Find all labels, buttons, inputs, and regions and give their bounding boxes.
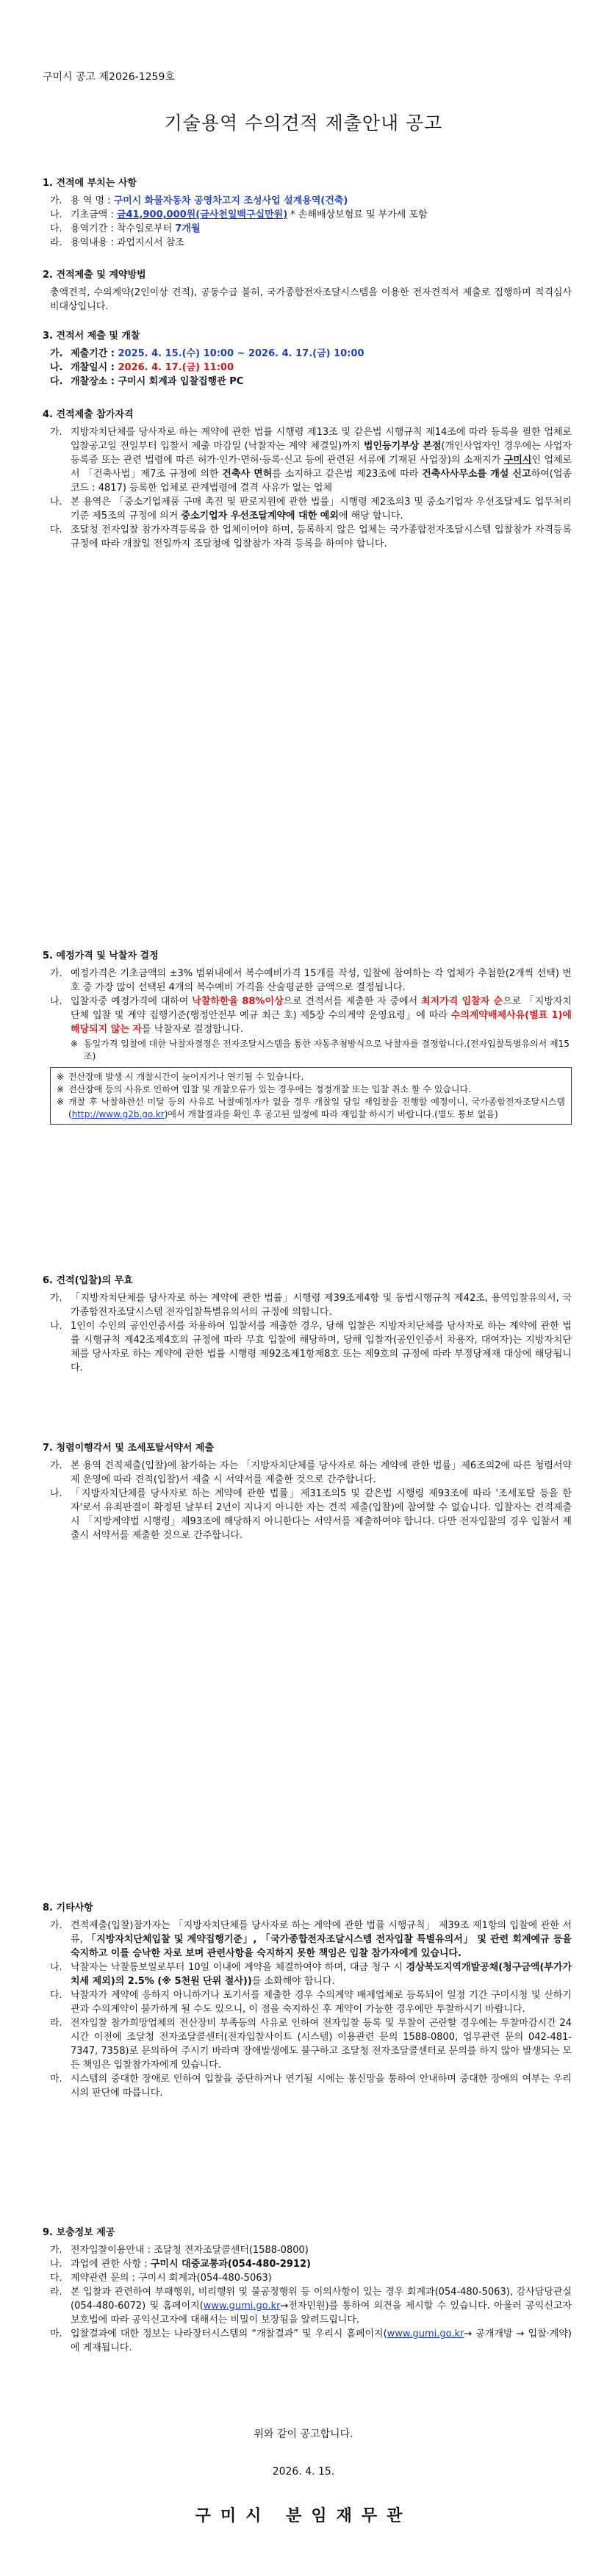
section-heading: 1. 견적에 부치는 사항: [43, 178, 137, 189]
item-text: 전자입찰 참가희망업체의 전산장비 부족등의 사유로 인하여 전자입찰 등록 및 투찰이 곤란할 경우에는 투찰마감시간 24시간 이전에 조달청 전자조달콜센터(전자입찰사이트 (시스템) 이용관련 문의 1588-0800, 업무관련 문의 042-481-7347, 7358)로 문의하여 주시기 바라며 장애발생에도 불구하고 조달청 전자조달콜센터로 문의를 하지 않아 발생되는 모든 책임은 입찰참가자에게 있습니다.: [71, 2018, 572, 2071]
item-text: 으로 「지방자치단체 입찰 및 계약 집행기준(행정안전부 예규 최근 호) 제5장 수의계약 운영요령」에 따라: [71, 996, 572, 1021]
item-marker: 나.: [50, 1488, 62, 1499]
item-marker: 가.: [50, 348, 63, 359]
list-item: [57, 1071, 565, 1083]
list-item: [43, 967, 572, 995]
item-marker: ※: [57, 1072, 65, 1082]
closing-statement: 위와 같이 공고합니다.: [254, 2428, 353, 2440]
item-marker: 나.: [50, 996, 62, 1007]
emphasis: 구미시: [503, 455, 532, 466]
item-text: 하여(업종코드 : 4817) 등록한 업체로 관계법령에 결격 사유가 없는 업체: [71, 469, 572, 494]
item-text: 「지방자치단체를 당사자로 하는 계약에 관한 법률」시행령 제39조제4항 및 동법시행규칙 제42조, 용역입찰유의서, 국가종합전자조달시스템 전자입찰특별유의서의 규정에 의합니다.: [71, 1293, 572, 1318]
item-marker: 다.: [50, 524, 62, 535]
g2b-link[interactable]: http://www.g2b.go.kr: [71, 1109, 165, 1119]
item-marker: 나.: [50, 1962, 62, 1973]
item-marker: 나.: [50, 2259, 62, 2270]
section-heading: 9. 보충정보 제공: [43, 2227, 115, 2238]
item-label: 용역기간 : 착수일로부터: [71, 223, 176, 234]
item-text: 1인이 수인의 공인인증서를 차용하여 입찰서를 제출한 경우, 당해 입찰은 지방자치단체를 당사자로 하는 계약에 관한 법률 시행규칙 제42조제4호의 규정에 따라 무효 입찰에 해당하며, 당해 입찰자(공인인증서 차용자, 대여자)는 지방자치단체를 당사자로 하는 계약에 관한 법률 시행령 제92조제1항제8호 또는 제9호의 규정에 따라 부정당제재 대상에 해당됩니다.: [71, 1321, 572, 1374]
list-item: [43, 1291, 572, 1319]
emphasis: 최저가격 입찰자 순: [421, 996, 503, 1007]
list-item: [43, 1319, 572, 1375]
list-item: [43, 495, 572, 523]
list-item: [43, 2257, 572, 2271]
list-item: [43, 347, 572, 361]
section-3: [43, 329, 572, 389]
list-item: [43, 2016, 572, 2072]
section-1: [43, 176, 572, 250]
list-item: [43, 1459, 572, 1487]
list-item: [43, 1487, 572, 1543]
item-marker: ※: [57, 1084, 65, 1094]
item-marker: 나.: [50, 1321, 62, 1332]
item-marker: 다.: [50, 2273, 62, 2284]
opening-datetime: 2026. 4. 17.(금) 11:00: [118, 362, 234, 373]
item-text: 를 낙찰자로 결정합니다.: [141, 1024, 243, 1035]
project-name: 구미시 화물자동차 공영차고지 조성사업 설계용역(건축): [113, 195, 348, 206]
item-text: 를 소지하고 같은법 제23조에 따라: [272, 469, 423, 480]
list-item: [43, 236, 572, 250]
item-marker: 가.: [50, 427, 62, 438]
section-8: [43, 1901, 572, 2100]
item-text: * 손해배상보험료 및 부가세 포함: [287, 209, 428, 220]
emphasis: 「지방자치단체입찰 및 계약집행기준」, 「국가종합전자조달시스템 전자입찰 특별유의서」 및 관련 회계예규 등을 숙지하고 이를 승낙한 자로 보며 관련사항을 숙지하지 못한 책임은 입찰 참가자에게 있습니다.: [71, 1934, 572, 1959]
paragraph: 총액견적, 수의계약(2인이상 견적), 공동수급 불허, 국가종합전자조달시스템을 이용한 전자견적서 제출로 집행하며 적격심사 비대상입니다.: [50, 287, 572, 312]
item-text: )에서 개찰결과를 확인 후 공고된 일정에 따라 재입찰 하시기 바랍니다.(별도 통보 없음): [164, 1109, 498, 1119]
note-marker: ※: [71, 1039, 79, 1049]
item-text: 낙찰자는 낙찰통보일로부터 10일 이내에 계약을 체결하여야 하며, 대금 청구 시: [71, 1962, 406, 1973]
gumi-homepage-link[interactable]: www.gumi.go.kr: [203, 2301, 281, 2312]
list-item: [43, 523, 572, 551]
item-text: 낙찰자가 계약에 응하지 아니하거나 포기서를 제출한 경우 수의계약 배제업체로 등록되어 일정 기간 구미시청 및 산하기관과 수의계약이 불가하게 될 수도 있으니, 이 점을 숙지하신 후 계약이 가능한 경우에만 투찰하시기 바랍니다.: [71, 1990, 572, 2015]
submission-period: 2025. 4. 15.(수) 10:00 ~ 2026. 4. 17.(금) 10:00: [118, 348, 364, 359]
item-text: 본 용역 견적제출(입찰)에 참가하는 자는 「지방자치단체를 당사자로 하는 계약에 관한 법률」제6조의2에 따른 청렴서약제 운영에 따라 견적(입찰)서 제출 시 서약서를 제출한 것으로 간주합니다.: [71, 1460, 572, 1485]
item-marker: 가.: [50, 1293, 62, 1304]
emphasis: 건축사사무소를 개설 신고: [422, 469, 531, 480]
list-item: [43, 361, 572, 375]
item-text: 인 업체로서 「건축사법」제7조 규정에 의한: [71, 455, 572, 480]
list-item: [43, 425, 572, 495]
list-item: [43, 2271, 572, 2285]
notice-date: 2026. 4. 15.: [272, 2466, 335, 2478]
item-marker: 다.: [50, 376, 63, 387]
item-marker: 라.: [50, 2018, 62, 2029]
item-marker: 가.: [50, 195, 62, 206]
item-marker: 마.: [50, 2074, 62, 2085]
list-item: [43, 375, 572, 389]
item-label: 기초금액 :: [71, 209, 117, 220]
item-label: 제출기간 :: [71, 348, 118, 359]
list-item: [43, 208, 572, 222]
department-contact: 구미시 대중교통과(054-480-2912): [150, 2259, 311, 2270]
emphasis: 낙찰하한율 88%이상: [192, 996, 284, 1007]
item-text: 전산장애 등의 사유로 인하여 입찰 및 개찰오류가 있는 경우에는 정정개찰 또는 입찰 취소 할 수 있습니다.: [68, 1084, 471, 1094]
item-marker: 다.: [50, 223, 62, 234]
emphasis: 법인등기부상 본점: [363, 441, 442, 452]
list-item: [57, 1096, 565, 1121]
item-text: 예정가격은 기초금액의 ±3% 범위내에서 복수예비가격 15개를 작성, 입찰에 참여하는 각 업체가 추첨한(2개씩 선택) 번호 중 가장 많이 선택된 4개의 복수예비 가격을 산술평균한 금액으로 결정됩니다.: [71, 968, 572, 993]
list-item: [43, 1960, 572, 1988]
item-marker: 가.: [50, 1460, 62, 1471]
item-text: 본 입찰과 관련하여 부패행위, 비리행위 및 불공정행위 등 이의사항이 있는 경우 회계과(054-480-5063), 감사담당관실(054-480-6072) 및 홈페이지(: [71, 2287, 572, 2312]
item-text: 용역내용 : 과업지시서 참조: [71, 237, 184, 248]
note: [43, 1038, 572, 1063]
list-item: [57, 1083, 565, 1096]
note-text: 동일가격 입찰에 대한 낙찰자결정은 전자조달시스템을 통한 자동추첨방식으로 낙찰자를 결정합니다.(전자입찰특별유의서 제15조): [84, 1039, 570, 1061]
item-label: 개찰일시 :: [71, 362, 118, 373]
emphasis: 중소기업자 우선조달계약에 대한 예외: [181, 510, 339, 522]
emphasis: 경상북도지역개발공채(청구금액(부가가치세 제외)의 2.5% (※ 5천원 단위 절사)): [71, 1962, 572, 1987]
list-item: [43, 194, 572, 208]
list-item: [43, 2285, 572, 2327]
emphasis: 건축사 면허: [222, 469, 273, 480]
section-4: [43, 408, 572, 551]
item-text: 계약관련 문의 : 구미시 회계과(054-480-5063): [71, 2273, 272, 2284]
item-text: 지방자치단체를 당사자로 하는 계약에 관한 법률 시행령 제13조 및 같은법 시행규칙 제14조에 따라 등록을 필한 업체로 입찰공고일 전일부터 입찰서 제출 마감일 (낙찰자는 계약 체결일)까지: [71, 427, 572, 452]
section-heading: 8. 기타사항: [43, 1902, 93, 1913]
item-text: 입찰결과에 대한 정보는 나라장터시스템의 “개찰결과” 및 우리시 홈페이지(: [71, 2328, 387, 2339]
item-marker: 다.: [50, 1990, 62, 2001]
item-text: 를 소화해야 합니다.: [251, 1976, 335, 1987]
section-heading: 2. 견적제출 및 계약방법: [43, 270, 146, 281]
section-heading: 3. 견적서 제출 및 개찰: [43, 331, 140, 342]
item-text: (개인사업자인 경우에는 사업자등록증 또는 관련 법령에 따른 허가·인가·면허·등록·신고 등에 관련된 서류에 기재된 사업장)의 소재지가: [71, 441, 572, 466]
item-text: 전산장애 발생 시 개찰시간이 늦어지거나 연기될 수 있습니다.: [68, 1072, 304, 1082]
item-marker: 나.: [50, 497, 62, 508]
item-marker: 라.: [50, 237, 62, 248]
item-marker: 가.: [50, 2245, 62, 2256]
service-period: 7개월: [175, 223, 201, 234]
issuing-office: 구미시 분임재무관: [195, 2507, 412, 2525]
item-text: 견적제출(입찰)참가자는 「지방자치단체를 당사자로 하는 계약에 관한 법률 시행규칙」 제39조 제1항의 입찰에 관한 서류,: [71, 1920, 572, 1945]
notice-number: 구미시 공고 제2026-1259호: [43, 71, 175, 83]
section-heading: 7. 청렴이행각서 및 조세포탈서약서 제출: [43, 1443, 215, 1454]
section-heading: 5. 예정가격 및 낙찰자 결정: [43, 950, 159, 962]
item-text: 시스템의 중대한 장애로 인하여 입찰을 중단하거나 연기될 시에는 통신망을 통하여 안내하며 중대한 장애의 여부는 우리시의 판단에 따릅니다.: [71, 2074, 572, 2099]
list-item: [43, 1988, 572, 2016]
list-item: [43, 2072, 572, 2100]
item-marker: 가.: [50, 1920, 62, 1931]
list-item: [43, 2243, 572, 2257]
item-marker: 마.: [50, 2328, 62, 2339]
item-marker: ※: [57, 1097, 65, 1107]
item-label: 과업에 관한 사항 :: [71, 2259, 151, 2270]
item-label: 용 역 명 :: [71, 195, 114, 206]
section-heading: 4. 견적제출 참가자격: [43, 409, 134, 420]
section-5: [43, 949, 572, 1125]
item-marker: 라.: [50, 2287, 62, 2298]
item-text: 전자입찰이용안내 : 조달청 전자조달콜센터(1588-0800): [71, 2245, 309, 2256]
item-text: 본 용역은 「중소기업제품 구매 촉진 및 판로지원에 관한 법률」시행령 제2조의3 및 중소기업자 우선조달제도 업무처리기준 제5조의 규정에 의거: [71, 497, 572, 522]
item-text: 「지방자치단체를 당사자로 하는 계약에 관한 법률」제31조의5 및 같은법 시행령 제93조에 따라 '조세포탈 등을 한 자'로서 유죄판결이 확정된 날부터 2년이 지나지 아니한 자는 견적 제출(입찰)에 참여할 수 없습니다. 입찰자는 견적제출시 「지방계약법 시행령」제93조에 해당하지 아니한다는 서약서를 제출하여야 합니다. 다만 전자입찰의 경우 입찰서 제출시 서약서를 제출한 것으로 간주합니다.: [71, 1488, 572, 1541]
list-item: [43, 995, 572, 1036]
item-text: 개찰 후 낙찰하한선 미달 등의 사유로 낙찰예정자가 없을 경우 개찰일 당일 재입찰을 진행할 예정이니, 국가종합전자조달시스템(: [68, 1097, 565, 1119]
item-marker: 나.: [50, 209, 62, 220]
item-text: →전자민원)를 통하여 의견을 제시할 수 있습니다. 아울러 공익신고자보호법에 따라 공익신고자에 대해서는 비밀이 보장됨을 알려드립니다.: [71, 2301, 572, 2326]
section-2: [43, 268, 572, 314]
section-6: [43, 1274, 572, 1375]
base-amount: 금41,900,000원(금사천일백구십만원): [116, 209, 288, 220]
gumi-homepage-link[interactable]: www.gumi.go.kr: [387, 2328, 464, 2339]
notice-box: [50, 1067, 572, 1125]
item-text: 으로 견적서를 제출한 자 중에서: [283, 996, 422, 1007]
item-text: 개찰장소 : 구미시 회계과 입찰집행관 PC: [71, 376, 244, 387]
section-heading: 6. 견적(입찰)의 무효: [43, 1275, 133, 1286]
item-marker: 나.: [50, 362, 63, 373]
list-item: [43, 1919, 572, 1960]
page-title: 기술용역 수의견적 제출안내 공고: [164, 112, 443, 134]
emphasis: 수의계약배제사유(별표 1)에 해당되지 않는 자: [71, 1010, 572, 1035]
section-9: [43, 2226, 572, 2355]
item-text: → 공개개방 → 입찰·계약)에 게재됩니다.: [71, 2328, 572, 2353]
item-text: 에 해당 합니다.: [338, 510, 403, 522]
item-text: 조달청 전자입찰 참가자격등록을 한 업체이어야 하며, 등록하지 않은 업체는 국가종합전자조달시스템 입찰참가 자격등록 규정에 따라 개찰일 전일까지 조달청에 입찰참가 자격 등록을 하여야 합니다.: [71, 524, 572, 549]
list-item: [43, 2327, 572, 2355]
item-text: 입찰자중 예정가격에 대하여: [71, 996, 193, 1007]
section-7: [43, 1441, 572, 1543]
list-item: [43, 222, 572, 236]
item-marker: 가.: [50, 968, 62, 979]
